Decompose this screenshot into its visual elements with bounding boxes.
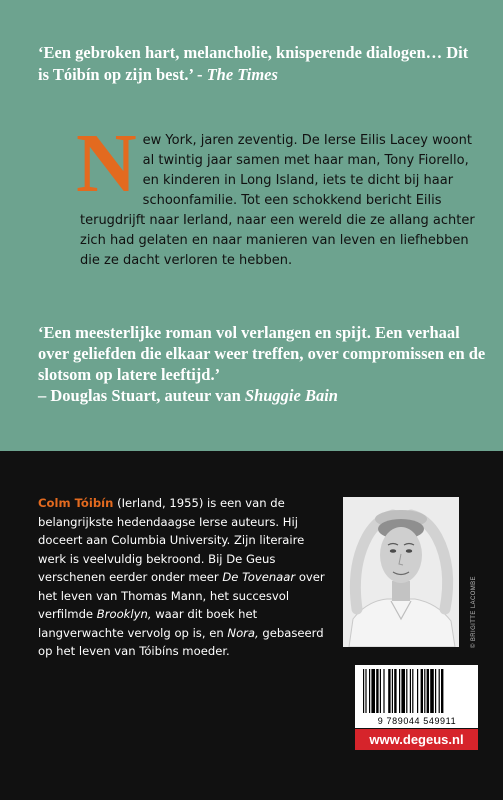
author-name: Colm Tóibín	[38, 496, 114, 510]
review-quote-times	[38, 42, 478, 86]
barcode-bar	[421, 669, 423, 713]
barcode-bar	[401, 669, 405, 713]
quote-attribution	[38, 385, 488, 406]
bio-text: over het leven van Thomas Mann, het succesvol verfilmde	[38, 570, 325, 621]
quote-separator: -	[192, 65, 207, 84]
barcode-bar	[439, 669, 440, 713]
bio-text: (Ierland, 1955) is een van de belangrijkste hedendaagse Ierse auteurs. Hij doceert aan Columbia University. Zijn literaire werk is veelvuldig bekroond. Bij De Geus verschenen eerder onder meer	[38, 496, 305, 584]
bio-text: gebaseerd op het leven van Tóibíns moeder.	[38, 625, 324, 658]
quote-source: The Times	[206, 65, 278, 84]
author-portrait-image	[343, 497, 459, 647]
barcode-bar	[406, 669, 407, 713]
book-blurb	[76, 117, 480, 271]
quote-text: ‘Een meesterlijke roman vol verlangen en spijt. Een verhaal over geliefden die elkaar weer treffen, over compromissen en de slotsom op latere leeftijd.’	[38, 323, 486, 384]
drop-cap: N	[76, 117, 137, 210]
barcode-bar	[383, 669, 384, 713]
publisher-website[interactable]: www.degeus.nl	[355, 729, 478, 750]
barcode-bar	[399, 669, 400, 713]
barcode-bar	[430, 669, 434, 713]
barcode-bar	[369, 669, 370, 713]
barcode-bar	[435, 669, 436, 713]
bio-text: waar dit boek het langverwachte vervolg op is, en	[38, 607, 258, 640]
barcode-bar	[424, 669, 425, 713]
isbn-barcode	[355, 665, 478, 728]
barcode-bar	[392, 669, 393, 713]
barcode-bar	[394, 669, 396, 713]
book-title: Brooklyn,	[96, 607, 152, 621]
book-title: Nora,	[227, 625, 259, 640]
photo-credit-text: © BRIGITTE LACOMBE	[471, 576, 477, 648]
barcode-bars	[363, 669, 473, 713]
barcode-bar	[365, 669, 366, 713]
photo-credit	[463, 500, 477, 650]
barcode-bar	[363, 669, 364, 713]
blurb-text: ew York, jaren zeventig. De Ierse Eilis Lacey woont al twintig jaar samen met haar man, Tony Fiorello, en kinderen in Long Island, iets te dicht bij haar schoonfamilie. Tot een schokkend bericht Eilis terugdrijft naar Ierland, naar een wereld die ze allang achter zich had gelaten en naar manieren van leven en liefhebben die ze dacht verloren te hebben.	[80, 133, 475, 268]
barcode-bar	[380, 669, 381, 713]
attribution-book-title: Shuggie Bain	[244, 386, 338, 405]
barcode-bar	[427, 669, 429, 713]
barcode-bar	[371, 669, 375, 713]
author-photo	[343, 497, 459, 647]
author-bio	[38, 494, 328, 661]
isbn-digits: 9 789044 549911	[377, 716, 457, 726]
barcode-bar	[417, 669, 418, 713]
barcode-bar	[412, 669, 413, 713]
attribution-prefix: – Douglas Stuart, auteur van	[38, 386, 245, 405]
barcode-bar	[410, 669, 411, 713]
barcode-bar	[388, 669, 390, 713]
barcode-bar	[376, 669, 378, 713]
barcode-bar	[441, 669, 443, 713]
book-title: De Tovenaar	[222, 570, 296, 584]
quote-text: ‘Een gebroken hart, melancholie, knisperende dialogen… Dit is Tóibín op zijn best.’	[38, 43, 469, 84]
review-quote-stuart	[38, 322, 488, 406]
